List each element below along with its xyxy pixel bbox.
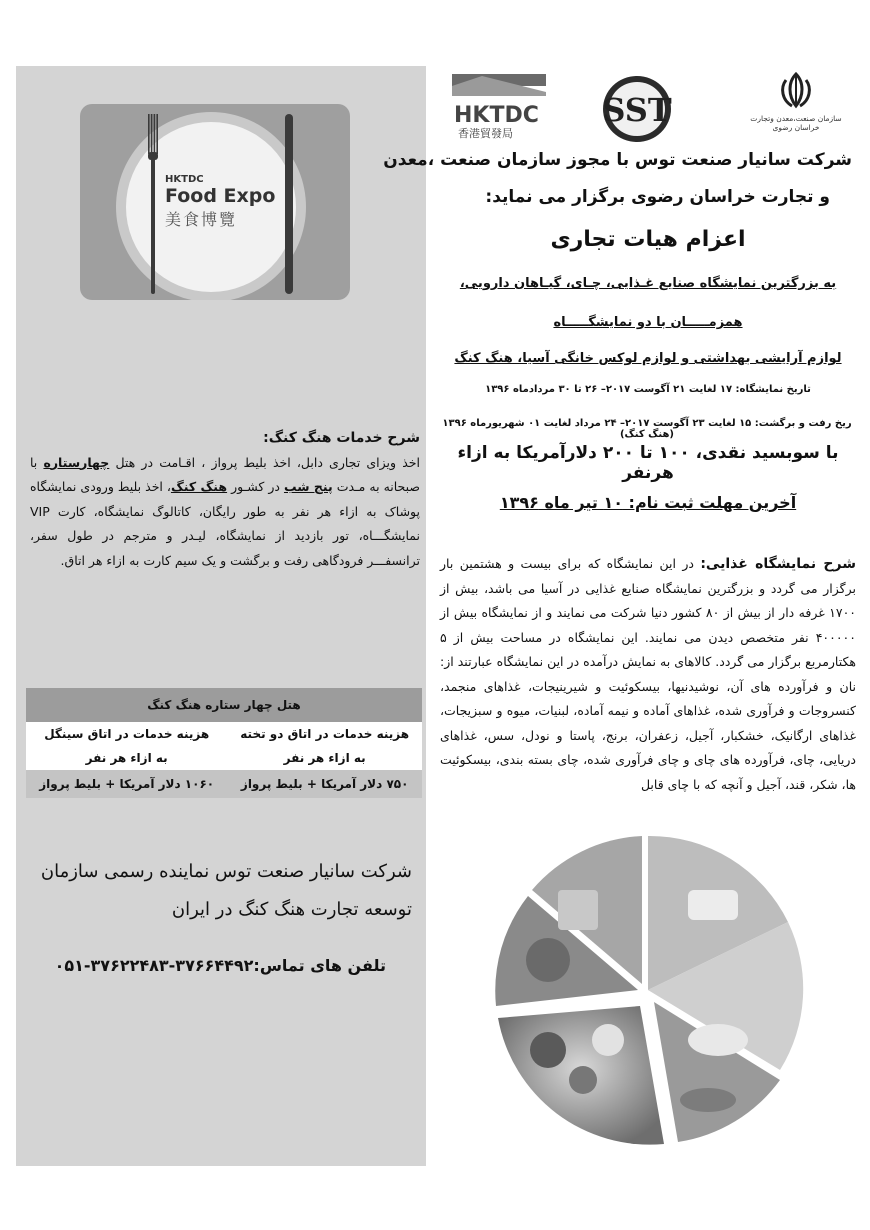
expo-chinese-name: 美食博覽 — [165, 210, 238, 229]
food-item — [569, 1066, 597, 1094]
double-room-price: ۷۵۰ دلار آمریکا + بلیط پرواز — [227, 770, 422, 798]
food-item — [680, 1088, 736, 1112]
hotel-price-table — [26, 688, 422, 798]
trade-delegation-title: اعزام هیات تجاری — [550, 227, 746, 252]
hk-services-title: شرح خدمات هنگ کنگ: — [263, 430, 420, 446]
representative-line-2: توسعه تجارت هنگ کنگ در ایران — [171, 899, 412, 920]
single-room-header: هزینه خدمات در اتاق سینگل — [26, 722, 227, 746]
registration-deadline: آخرین مهلت ثبت نام: ۱۰ تیر ماه ۱۳۹۶ — [499, 493, 797, 512]
food-exhibition-description — [440, 552, 856, 797]
hong-kong-emphasis: هنگ کنگ — [170, 479, 228, 494]
double-per-person: به ازاء هر نفر — [227, 746, 422, 770]
services-text-2: با صبحانه به مـدت — [30, 454, 421, 494]
contact-phones: تلفن های تماس:۳۷۶۶۴۴۹۲-۳۷۶۲۲۴۸۳-۰۵۱ — [54, 956, 386, 975]
hktdc-logo-chinese: 香港貿發局 — [458, 127, 513, 140]
fork-icon — [148, 114, 158, 294]
hktdc-logo-text: HKTDC — [454, 103, 539, 128]
left-panel — [16, 66, 426, 1166]
hktdc-logo — [452, 74, 546, 140]
food-item — [688, 1024, 748, 1056]
hk-services-section — [30, 426, 420, 573]
gov-emblem-logo — [746, 70, 846, 146]
expo-brand: HKTDC — [165, 174, 204, 185]
exhibition-subtitle-1: به بزرگترین نمایشگاه صنایع غـذایی، چـای، گیـاهان دارویی، — [459, 276, 837, 291]
food-item — [688, 890, 738, 920]
food-item — [530, 1032, 566, 1068]
food-item — [592, 1024, 624, 1056]
five-nights-emphasis: پنج شب — [283, 479, 333, 494]
food-item — [558, 890, 598, 930]
food-plate-image — [488, 830, 808, 1150]
food-item — [526, 938, 570, 982]
gov-caption-1: سازمان صنعت،معدن وتجارت — [750, 114, 842, 123]
headline-line-2: و تجارت خراسان رضوی برگزار می نماید: — [485, 187, 830, 207]
food-desc-body: در این نمایشگاه که برای بیست و هشتمین بار برگزار می گردد و بزرگترین نمایشگاه صنایع غذایی در آسیا می باشد، بیش از ۱۷۰۰ غرفه دار از بیش از ۸۰ کشور دنیا شرکت می نمایند و از نمایشگاه بیش از ۴۰۰۰۰۰ نفر متخصص دیدن می نمایند. این نمایشگاه در مساحت بیش از ۵ هکتارمربع برگزار می گردد. کالاهای به نمایش درآمده در این نمایشگاه عبارتند از: نان و فرآورده های آن، نوشیدنیها، بیسکوئیت و شیرینیجات، غذاهای منجمد، کنسروجات و فرآوری شده، غذاهای آماده و نیمه آماده، لبنیات، میوه و سبزیجات، غذاهای ارگانیک، خشکبار، آجیل، زعفران، برنج، پاستا و نودل، سس، غذاهای دریایی، چای، فرآورده های چای و چای فرآوری شده، چای بسته بندی، بیسکوئیت ها، شکر، قند، آجیل و آنچه که با چای قابل — [440, 556, 857, 792]
services-text-1: اخذ ویزای تجاری دابل، اخذ بلیط پرواز ، اقـامت در هتل — [109, 454, 420, 470]
exhibition-subtitle-2: همزمـــــان با دو نمایشگـــــاه — [553, 315, 743, 330]
food-expo-logo — [165, 174, 305, 230]
single-room-price: ۱۰۶۰ دلار آمریکا + بلیط پرواز — [26, 770, 227, 798]
logos-row — [448, 70, 848, 150]
hotel-table-header: هتل چهار ستاره هنگ کنگ — [26, 688, 422, 722]
single-per-person: به ازاء هر نفر — [26, 746, 227, 770]
food-desc-title: شرح نمایشگاه غذایی: — [700, 556, 856, 572]
cash-subsidy: با سوبسید نقدی، ۱۰۰ تا ۲۰۰ دلارآمریکا به ازاء هرنفر — [457, 443, 839, 483]
food-expo-logo-card — [80, 104, 350, 300]
sst-logo-text: SST — [602, 91, 672, 129]
expo-name: Food Expo — [165, 185, 276, 207]
exhibition-subtitle-3: لوازم آرایشی بهداشتی و لوازم لوکس خانگی آسیا، هنگ کنگ — [454, 351, 842, 366]
sst-logo — [600, 74, 674, 144]
services-text-4: ، اخذ بلیط ورودی نمایشگاه پوشاک به ازاء هر نفر به طور رایگان، کاتالوگ نمایشگاه، کارت VIP نمایشگـــاه، تور بازدید از نمایشگاه، لیـدر و مترجم در طول سفر، ترانسفـــر فرودگاهی رفت و برگشت و یک سیم کارت به ازاء هر اتاق. — [30, 479, 420, 568]
double-room-header: هزینه خدمات در اتاق دو تخته — [227, 722, 422, 746]
iran-emblem-icon — [776, 70, 816, 110]
travel-dates: ریخ رفت و برگشت: ۱۵ لغایت ۲۳ آگوست ۲۰۱۷– ۲۴ مرداد لغایت ۰۱ شهریورماه ۱۳۹۶ (هنگ کنگ) — [442, 418, 852, 440]
hk-services-body — [30, 451, 420, 574]
four-star-emphasis: چهارستاره — [43, 454, 110, 470]
representative-line-1: شرکت سانیار صنعت توس نماینده رسمی سازمان — [40, 861, 412, 882]
services-text-3: در کشـور — [227, 479, 284, 494]
headline-line-1: شرکت سانیار صنعت توس با مجوز سازمان صنعت ،معدن — [383, 150, 852, 170]
gov-caption-2: خراسان رضوی — [772, 123, 820, 132]
exhibition-dates: تاریخ نمایشگاه: ۱۷ لغایت ۲۱ آگوست ۲۰۱۷– ۲۶ تا ۳۰ مردادماه ۱۳۹۶ — [485, 384, 811, 395]
